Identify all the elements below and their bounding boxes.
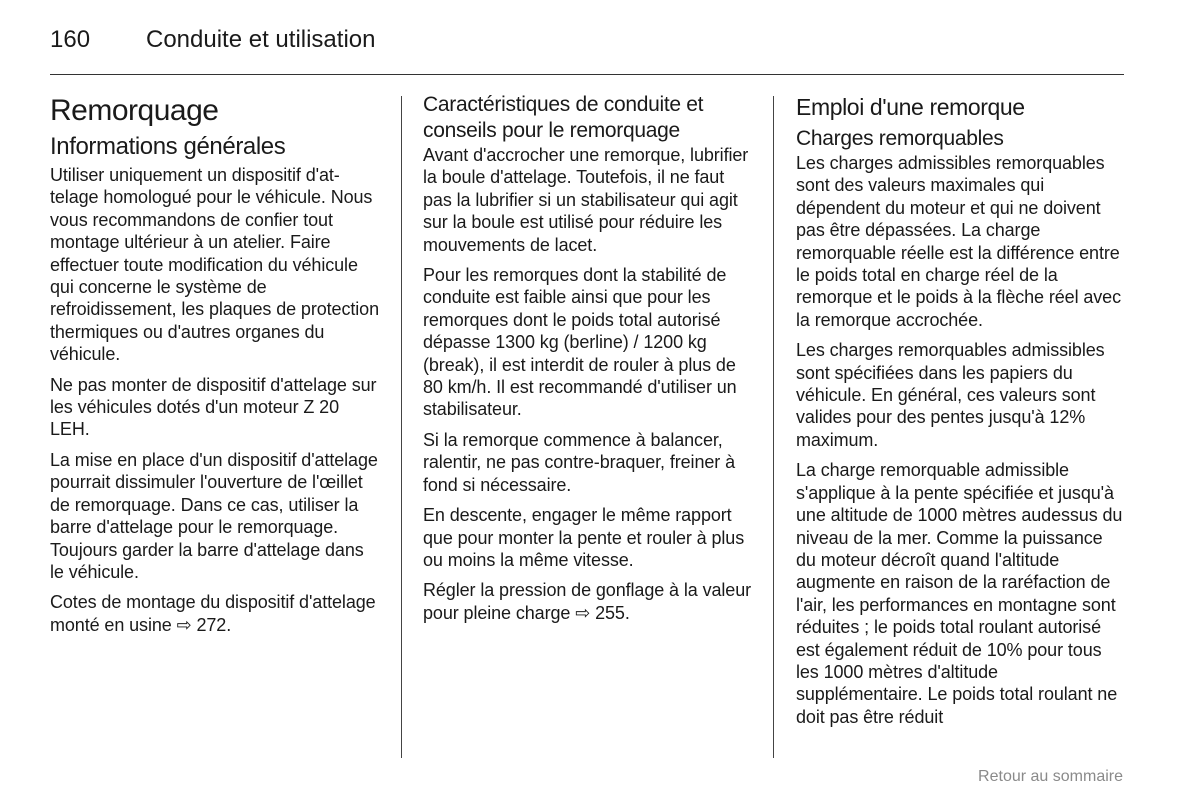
- column-divider: [773, 96, 774, 758]
- column-remorquage: [50, 92, 380, 644]
- back-to-contents-link[interactable]: Retour au sommaire: [978, 768, 1123, 785]
- paragraph: En descente, engager le même rapport que pour monter la pente et rouler à plus ou moins la même vitesse.: [423, 505, 745, 570]
- page-header: [50, 24, 1124, 60]
- section-title: Conduite et utilisation: [146, 26, 376, 53]
- paragraph: Les charges remorquables admissibles sont spécifiées dans les papiers du véhicule. En général, ces valeurs sont valides pour des pentes jusqu'à 12% maximum.: [796, 340, 1105, 450]
- column-trailer-use: [796, 92, 1126, 736]
- paragraph: Avant d'accrocher une remorque, lubrifier la boule d'attelage. Toutefois, il ne faut pas la lubrifier si un stabilisateur qui agit sur la boule est utilisé pour réduire les mouvements de lacet.: [423, 145, 749, 255]
- paragraph: La mise en place d'un dispositif d'attelage pourrait dissimuler l'ouverture de l'œillet de remorquage. Dans ce cas, utiliser la barre d'attelage pour le remorquage. Toujours garder la barre d'attelage dans le véhicule.: [50, 449, 378, 582]
- paragraph: Si la remorque commence à balancer, ralentir, ne pas contre-braquer, freiner à fond si nécessaire.: [423, 429, 735, 495]
- section-heading-trailer-use: Emploi d'une remorque: [796, 94, 1025, 120]
- column-driving-tips: [423, 92, 755, 632]
- paragraph: Utiliser uniquement un dispositif d'attelage homologué pour le véhicule. Nous vous recommandons de confier tout montage ultérieur à un atelier. Faire effectuer toute modification du véhicule qui concerne le système de refroidissement, les plaques de protection thermiques ou d'autres organes du véhicule.: [50, 165, 379, 365]
- paragraph: Pour les remorques dont la stabilité de conduite est faible ainsi que pour les remorques dont le poids total autorisé dépasse 1300 kg (berline) / 1200 kg (break), il est interdit de rouler à plus de 80 km/h. Il est recommandé d'utiliser un stabilisateur.: [423, 265, 737, 420]
- chapter-title: Remorquage: [50, 94, 219, 127]
- paragraph: La charge remorquable admissible s'applique à la pente spécifiée et jusqu'à une altitude de 1000 mètres audessus du niveau de la mer. Comme la puissance du moteur décroît quand l'altitude augmente en raison de la raréfaction de l'air, les performances en montagne sont réduites ; le poids total roulant autorisé est également réduit de 10% pour tous les 1000 mètres d'altitude supplémentaire. Le poids total roulant ne doit pas être réduit: [796, 460, 1123, 727]
- paragraph: Ne pas monter de dispositif d'attelage sur les véhicules dotés d'un moteur Z 20 LEH.: [50, 374, 377, 440]
- header-divider: [50, 74, 1124, 75]
- subsection-heading-towing-loads: Charges remorquables: [796, 127, 1004, 150]
- paragraph: Régler la pression de gonflage à la valeur pour pleine charge ⇨ 255.: [423, 580, 752, 623]
- column-divider: [401, 96, 402, 758]
- paragraph: Cotes de montage du dispositif d'attelage monté en usine ⇨ 272.: [50, 592, 376, 635]
- section-heading-general-info: Informations générales: [50, 133, 286, 160]
- paragraph: Les charges admissibles remorquables sont des valeurs maximales qui dépendent du moteur et qui ne doivent pas être dépassées. La charge remorquable réelle est la différence entre le poids total en charge réel de la remorque et le poids à la flèche réel avec la remorque accrochée.: [796, 153, 1121, 330]
- section-heading-driving-tips: Caractéristiques de conduite et conseils pour le remorquage: [423, 93, 704, 142]
- page-number: 160: [50, 26, 91, 53]
